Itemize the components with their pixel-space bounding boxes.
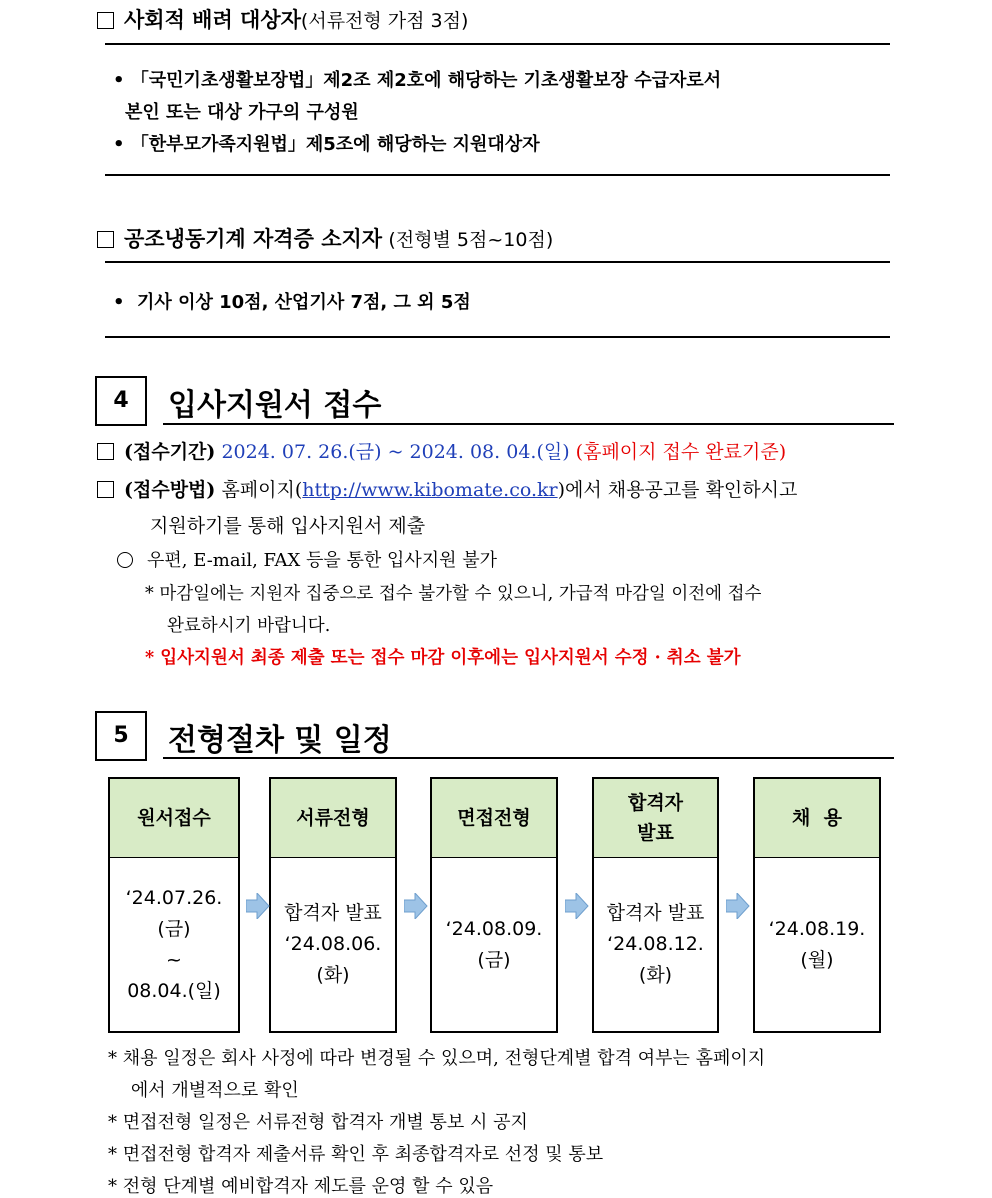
- step-label: 합격자 발표: [606, 902, 705, 924]
- step-date-sep: ~: [166, 948, 182, 971]
- step-hiring: [753, 777, 881, 1033]
- section4-underline: [163, 423, 894, 425]
- arrow-right-icon: [726, 893, 750, 919]
- restriction-row: 우편, E-mail, FAX 등을 통한 입사지원 불가: [117, 546, 497, 572]
- checkbox-icon: [97, 481, 114, 498]
- section5-underline: [163, 757, 894, 759]
- schedule-note-cont: 에서 개별적으로 확인: [108, 1080, 299, 1101]
- social-title: 사회적 배려 대상자: [124, 8, 301, 32]
- license-title-paren: (전형별 5점~10점): [388, 229, 554, 251]
- divider: [105, 336, 890, 338]
- step-title: 채 용: [792, 807, 842, 829]
- deadline-note-cont: 완료하시기 바랍니다.: [167, 616, 331, 636]
- period-row: [97, 437, 786, 464]
- method-row: (접수방법) 홈페이지(http://www.kibomate.co.kr)에서 채용공고를 확인하시고: [97, 475, 797, 502]
- step-title-cont: 발표: [637, 822, 674, 844]
- section4-title: 입사지원서 접수: [168, 388, 382, 423]
- step-document: [269, 777, 397, 1033]
- license-title: 공조냉동기계 자격증 소지자: [124, 227, 383, 251]
- arrow-right-icon: [565, 893, 589, 919]
- method-row-cont: 지원하기를 통해 입사지원서 제출: [150, 515, 426, 537]
- schedule-note: * 전형 단계별 예비합격자 제도를 운영 할 수 있음: [108, 1176, 494, 1197]
- arrow-right-icon: [246, 893, 270, 919]
- deadline-note: * 마감일에는 지원자 집중으로 접수 불가할 수 있으니, 가급적 마감일 이전에 접수: [145, 584, 762, 604]
- period-note: (홈페이지 접수 완료기준): [575, 441, 787, 463]
- divider: [105, 174, 890, 176]
- homepage-link[interactable]: http://www.kibomate.co.kr: [302, 479, 558, 501]
- step-date: ‘24.08.09.(금): [445, 917, 543, 971]
- step-date-end: 08.04.(일): [127, 979, 221, 1002]
- section5-title: 전형절차 및 일정: [168, 723, 392, 758]
- step-title: 면접전형: [457, 807, 531, 829]
- period-value: 2024. 07. 26.(금) ~ 2024. 08. 04.(일): [221, 441, 570, 463]
- circle-bullet-icon: [117, 552, 133, 568]
- section-number-box: 4: [95, 376, 147, 426]
- step-title: 원서접수: [137, 807, 211, 829]
- step-announcement: [592, 777, 719, 1033]
- method-label: (접수방법): [124, 479, 216, 501]
- step-date: ‘24.08.12.(화): [607, 933, 704, 986]
- modify-warning: * 입사지원서 최종 제출 또는 접수 마감 이후에는 입사지원서 수정 · 취소 불가: [145, 648, 741, 668]
- divider: [105, 261, 890, 263]
- schedule-note: * 면접전형 합격자 제출서류 확인 후 최종합격자로 선정 및 통보: [108, 1144, 604, 1165]
- step-interview: [430, 777, 558, 1033]
- step-date: ‘24.07.26.(금): [125, 886, 223, 940]
- step-title: 서류전형: [296, 807, 370, 829]
- schedule-note: * 면접전형 일정은 서류전형 합격자 개별 통보 시 공지: [108, 1112, 528, 1133]
- social-section-heading: [97, 4, 468, 34]
- checkbox-icon: [97, 443, 114, 460]
- step-date: ‘24.08.19.(월): [768, 917, 866, 971]
- step-date: ‘24.08.06.(화): [284, 933, 382, 986]
- step-label: 합격자 발표: [284, 902, 382, 924]
- social-item-2: • 「한부모가족지원법」제5조에 해당하는 지원대상자: [113, 134, 540, 155]
- step-application: [108, 777, 240, 1033]
- social-item-1: • 「국민기초생활보장법」제2조 제2호에 해당하는 기초생활보장 수급자로서: [113, 70, 722, 91]
- period-label: (접수기간): [124, 441, 216, 463]
- license-section-heading: [97, 223, 553, 253]
- divider: [105, 43, 890, 45]
- license-item: • 기사 이상 10점, 산업기사 7점, 그 외 5점: [113, 292, 471, 313]
- arrow-right-icon: [404, 893, 428, 919]
- social-item-1-cont: 본인 또는 대상 가구의 구성원: [125, 102, 359, 123]
- schedule-note: * 채용 일정은 회사 사정에 따라 변경될 수 있으며, 전형단계별 합격 여부는 홈페이지: [108, 1048, 766, 1069]
- checkbox-icon: [97, 231, 114, 248]
- step-title: 합격자: [627, 792, 684, 814]
- section-number-box: 5: [95, 711, 147, 761]
- social-title-paren: (서류전형 가점 3점): [300, 10, 469, 32]
- checkbox-icon: [97, 12, 114, 29]
